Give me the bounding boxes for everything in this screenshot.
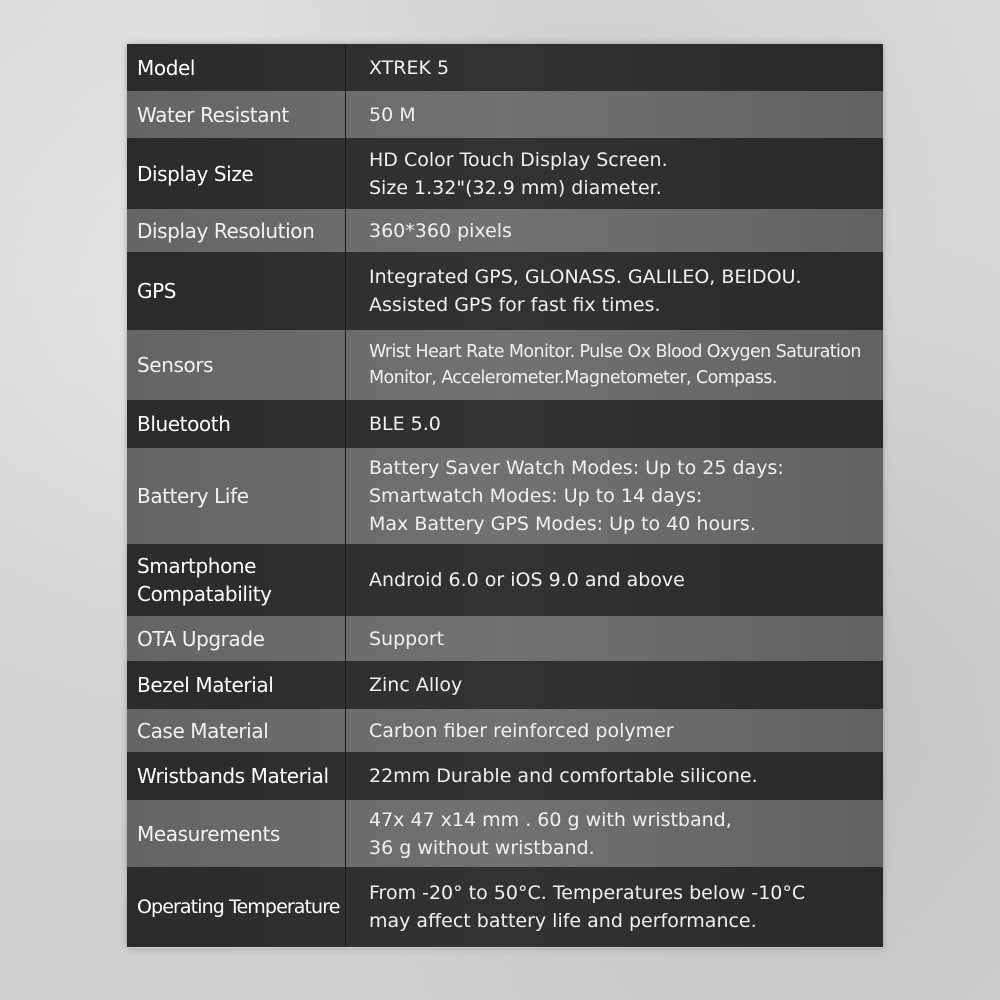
spec-row-operating-temperature: [127, 867, 883, 947]
spec-label: Model: [127, 44, 346, 91]
spec-row-model: [127, 44, 883, 91]
spec-value: BLE 5.0: [369, 413, 441, 435]
spec-label: GPS: [127, 252, 346, 330]
spec-label: Bluetooth: [127, 400, 346, 448]
spec-value: Carbon fiber reinforced polymer: [369, 719, 674, 742]
spec-value: Zinc Alloy: [369, 674, 463, 696]
spec-label: Smartphone Compatability: [127, 544, 346, 616]
spec-label: Bezel Material: [127, 661, 346, 709]
spec-value: Battery Saver Watch Modes: Up to 25 days: Smartwatch Modes: Up to 14 days: Max Battery GPS Modes: Up to 40 hours.: [369, 457, 784, 535]
spec-value: Android 6.0 or iOS 9.0 and above: [369, 569, 685, 591]
spec-row-bluetooth: [127, 400, 883, 448]
spec-row-smartphone-compatability: [127, 544, 883, 616]
spec-value: Integrated GPS, GLONASS. GALILEO, BEIDOU. Assisted GPS for fast fix times.: [369, 266, 802, 316]
spec-value: HD Color Touch Display Screen. Size 1.32"(32.9 mm) diameter.: [369, 148, 668, 199]
spec-value: 47x 47 x14 mm . 60 g with wristband, 36 g without wristband.: [369, 808, 732, 859]
spec-value: Wrist Heart Rate Monitor. Pulse Ox Blood Oxygen Saturation Monitor, Accelerometer.Magnetometer, Compass.: [369, 342, 861, 388]
spec-label: Case Material: [127, 709, 346, 752]
spec-value: XTREK 5: [369, 56, 450, 79]
spec-value: 50 M: [369, 103, 416, 126]
spec-label: Measurements: [127, 800, 346, 867]
spec-row-wristbands-material: [127, 752, 883, 800]
spec-value: From -20° to 50°C. Temperatures below -10°C may affect battery life and performance.: [369, 882, 806, 932]
spec-row-bezel-material: [127, 661, 883, 709]
spec-row-water-resistant: [127, 91, 883, 138]
spec-row-case-material: [127, 709, 883, 752]
spec-value: 22mm Durable and comfortable silicone.: [369, 765, 758, 787]
spec-value: 360*360 pixels: [369, 219, 512, 242]
spec-label: Operating Temperature: [127, 867, 346, 947]
spec-row-gps: [127, 252, 883, 330]
spec-value: Support: [369, 627, 445, 650]
spec-label: Water Resistant: [127, 91, 346, 138]
spec-label: Wristbands Material: [127, 752, 346, 800]
spec-label: Display Resolution: [127, 209, 346, 252]
spec-label: Display Size: [127, 138, 346, 209]
spec-label: Battery Life: [127, 448, 346, 544]
spec-label: Sensors: [127, 330, 346, 400]
spec-row-measurements: [127, 800, 883, 867]
spec-row-sensors: [127, 330, 883, 400]
spec-row-display-size: [127, 138, 883, 209]
spec-label: OTA Upgrade: [127, 616, 346, 661]
spec-row-battery-life: [127, 448, 883, 544]
spec-table: [127, 44, 883, 948]
spec-row-display-resolution: [127, 209, 883, 252]
spec-row-ota-upgrade: [127, 616, 883, 661]
